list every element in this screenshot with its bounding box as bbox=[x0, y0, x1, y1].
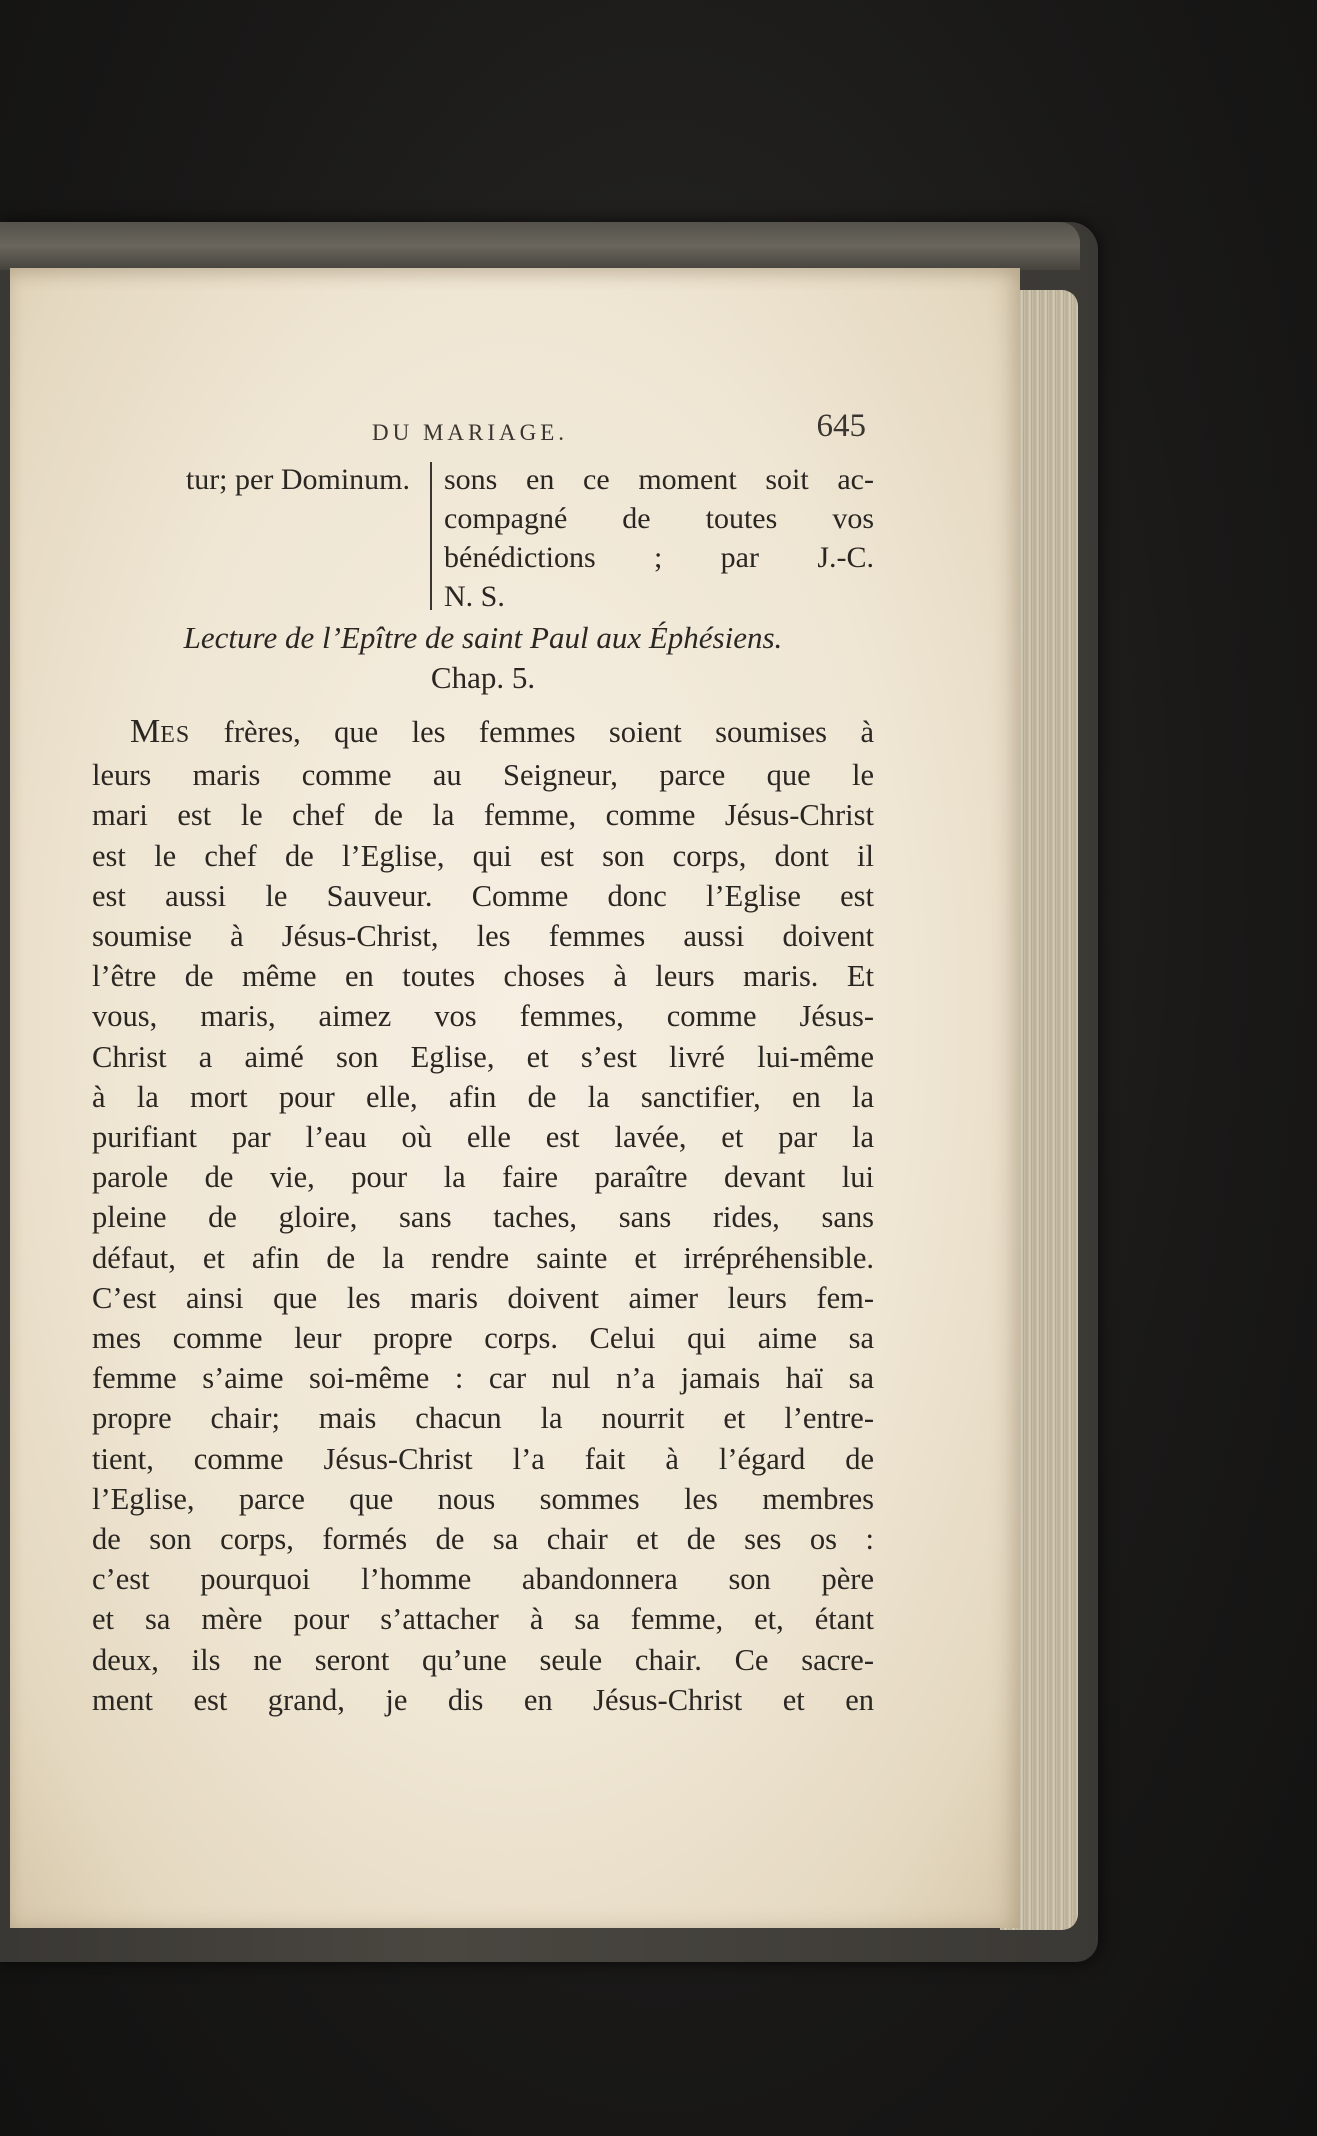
text-line: et sa mère pour s’attacher à sa femme, et, étant bbox=[92, 1602, 874, 1637]
text-line: mari est le chef de la femme, comme Jésus-Christ bbox=[92, 798, 874, 833]
french-line: N. S. bbox=[444, 580, 505, 613]
french-line: bénédictions ; par J.-C. bbox=[444, 541, 874, 574]
text-line: à la mort pour elle, afin de la sanctifier, en la bbox=[92, 1079, 874, 1114]
text-line: l’être de même en toutes choses à leurs maris. Et bbox=[92, 959, 874, 994]
body-text bbox=[92, 712, 874, 1720]
first-line-rest: frères, que les femmes soient soumises à bbox=[190, 715, 874, 749]
text-line: de son corps, formés de sa chair et de ses os : bbox=[92, 1522, 874, 1557]
prayer-continuation bbox=[92, 460, 874, 613]
text-line-last: ment est grand, je dis en Jésus-Christ et en bbox=[92, 1682, 874, 1717]
text-line: leurs maris comme au Seigneur, parce que le bbox=[92, 758, 874, 793]
french-ending bbox=[444, 460, 874, 616]
text-line: vous, maris, aimez vos femmes, comme Jésus- bbox=[92, 999, 874, 1034]
french-line: sons en ce moment soit ac- bbox=[444, 463, 874, 496]
latin-ending: tur; per Dominum. bbox=[185, 463, 410, 496]
book-cover-top-edge bbox=[0, 222, 1080, 270]
text-line: deux, ils ne seront qu’une seule chair. Ce sacre- bbox=[92, 1642, 874, 1677]
french-line: compagné de toutes vos bbox=[444, 502, 874, 535]
text-line: est le chef de l’Eglise, qui est son corps, dont il bbox=[92, 838, 874, 873]
book-page bbox=[10, 268, 1020, 1928]
text-line: c’est pourquoi l’homme abandonnera son père bbox=[92, 1562, 874, 1597]
text-line: est aussi le Sauveur. Comme donc l’Eglise est bbox=[92, 878, 874, 913]
page-content bbox=[92, 408, 874, 1720]
reading-title: Lecture de l’Epître de saint Paul aux Éphésiens. bbox=[183, 620, 783, 655]
running-head bbox=[92, 408, 874, 460]
text-line: C’est ainsi que les maris doivent aimer leurs fem- bbox=[92, 1280, 874, 1315]
text-line: femme s’aime soi-même : car nul n’a jamais haï sa bbox=[92, 1361, 874, 1396]
small-caps: ES bbox=[160, 722, 191, 748]
text-line: propre chair; mais chacun la nourrit et l’entre- bbox=[92, 1401, 874, 1436]
text-line: soumise à Jésus-Christ, les femmes aussi doivent bbox=[92, 919, 874, 954]
text-line: pleine de gloire, sans taches, sans rides, sans bbox=[92, 1200, 874, 1235]
chapter-heading: Chap. 5. bbox=[430, 660, 536, 695]
text-line: tient, comme Jésus-Christ l’a fait à l’égard de bbox=[92, 1441, 874, 1476]
text-line: défaut, et afin de la rendre sainte et irrépréhensible. bbox=[92, 1240, 874, 1275]
running-title: DU MARIAGE. bbox=[372, 420, 569, 445]
text-line: mes comme leur propre corps. Celui qui aime sa bbox=[92, 1321, 874, 1356]
text-line-first bbox=[92, 712, 874, 755]
drop-cap: M bbox=[130, 713, 161, 750]
page-number: 645 bbox=[816, 408, 866, 444]
text-line: purifiant par l’eau où elle est lavée, et par la bbox=[92, 1120, 874, 1155]
text-line: parole de vie, pour la faire paraître devant lui bbox=[92, 1160, 874, 1195]
text-line: l’Eglise, parce que nous sommes les membres bbox=[92, 1481, 874, 1516]
text-line: Christ a aimé son Eglise, et s’est livré lui-même bbox=[92, 1039, 874, 1074]
column-divider bbox=[430, 462, 432, 610]
